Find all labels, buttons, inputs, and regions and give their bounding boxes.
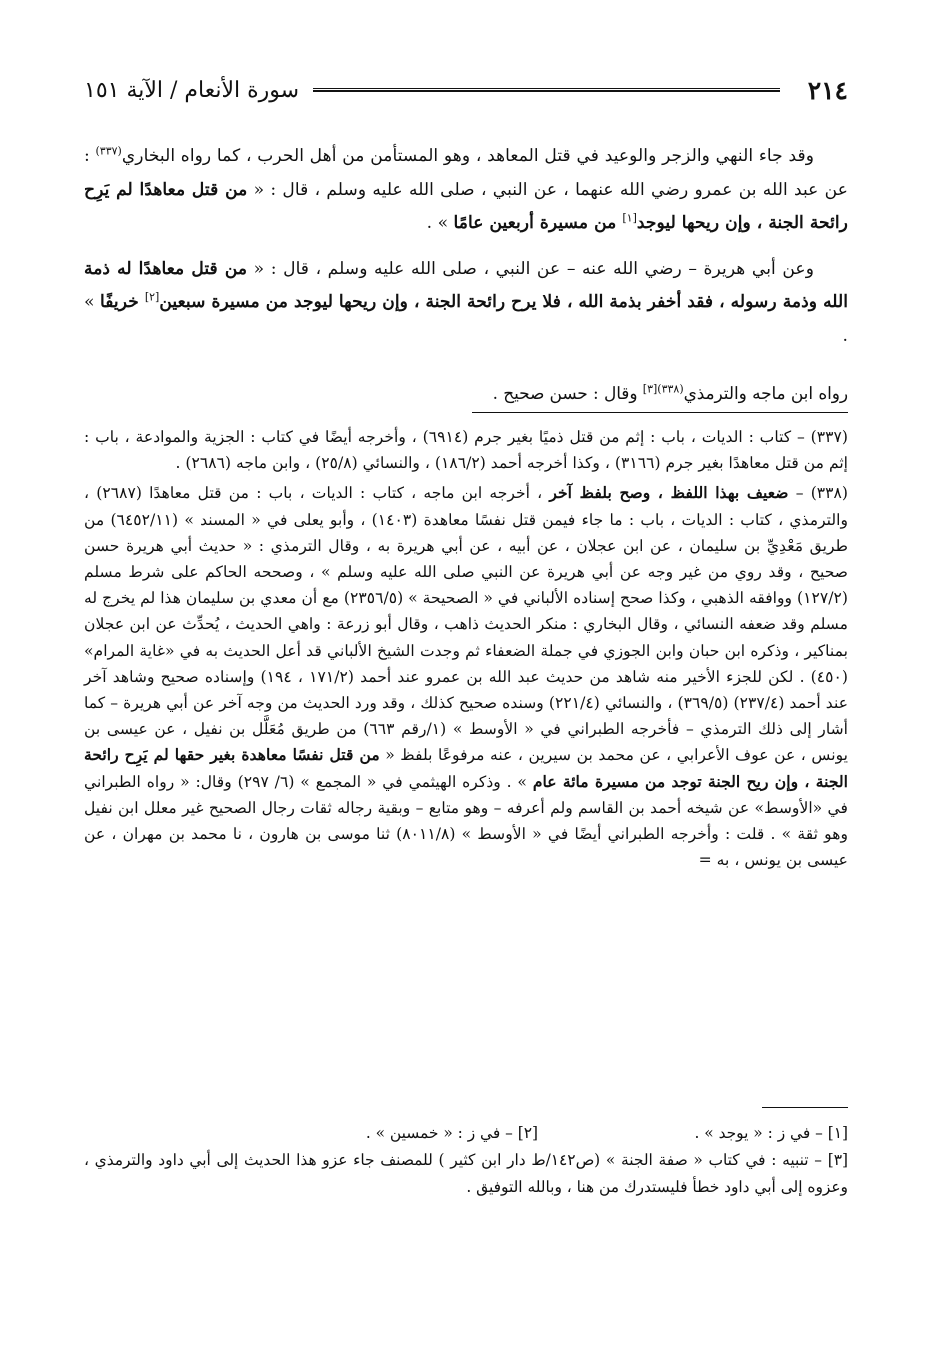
citation-line bbox=[472, 378, 848, 413]
main-text bbox=[84, 140, 848, 365]
text-run: » . وذكره الهيثمي في « المجمع » (٦/ ٢٩٧) وقال: « رواه الطبراني في «الأوسط» عن شيخه أحمد بن القاسم ولم أعرفه – وهو متابع – وبقية رجاله ثقات رجال الصحيح غير معلل ابن نفيل وهو ثقة » . قلت : وأخرجه الطبراني أيضًا في « الأوسط » (٨٠١١/٨) ثنا موسى بن هارون ، نا محمد بن مهران ، عن عيسى بن يونس ، به = bbox=[84, 772, 848, 870]
text-run: : عن عبد الله بن عمرو رضي الله عنهما ، عن النبي ، صلى الله عليه وسلم ، قال : « bbox=[84, 146, 848, 200]
hadith-text: خريفًا bbox=[100, 292, 145, 312]
footnote-338 bbox=[84, 480, 848, 873]
editor-notes bbox=[84, 1120, 848, 1201]
editor-notes-row bbox=[84, 1120, 848, 1147]
header-rule bbox=[313, 88, 780, 92]
text-run: وعن أبي هريرة – رضي الله عنه – عن النبي ، صلى الله عليه وسلم ، قال : « bbox=[247, 258, 814, 279]
text-run: » . bbox=[426, 213, 454, 233]
footnote-337: (٣٣٧) – كتاب : الديات ، باب : إثم من قتل ذميًا بغير جرم (٦٩١٤) ، وأخرجه أيضًا في كتاب : الجزية والموادعة ، باب : إثم من قتل معاهدًا بغير جرم (٣١٦٦) ، وكذا أخرجه أحمد (١٨٦/٢) ، والنسائي (٢٥/٨) ، وابن ماجه (٢٦٨٦) . bbox=[84, 428, 848, 473]
editor-note-3: [٣] – تنبيه : في كتاب « صفة الجنة » (ص١٤٢/ط دار ابن كثير ) للمصنف جاء عزو هذا الحديث إلى أبي داود والترمذي ، وعزوه إلى أبي داود خطأ فليستدرك من هنا ، وبالله التوفيق . bbox=[84, 1151, 848, 1196]
editor-note-ref: [١] bbox=[622, 211, 637, 225]
hadith-text: من قتل معاهدًا لم يَرِح رائحة الجنة ، وإن ريحها ليوجد bbox=[84, 179, 848, 233]
footnote-number: (٣٣٨) – bbox=[788, 484, 849, 503]
paragraph-hadith-2 bbox=[84, 253, 848, 354]
footnote-ref: (٣٣٨)[٣] bbox=[642, 382, 684, 396]
page-number: ٢١٤ bbox=[807, 75, 848, 105]
text-run: » . bbox=[84, 292, 848, 346]
page-header bbox=[84, 70, 848, 110]
text-run: وقال : حسن صحيح . bbox=[492, 383, 643, 403]
hadith-text: من قتل نفسًا معاهدة بغير حقها لم يَرِح رائحة الجنة ، وإن ريح الجنة توجد من مسيرة مائة عام bbox=[84, 745, 848, 791]
hadith-text: من مسيرة أربعين عامًا bbox=[453, 213, 623, 233]
paragraph-hadith-1 bbox=[84, 140, 848, 241]
text-run: ، أخرجه ابن ماجه ، كتاب : الديات ، باب : من قتل معاهدًا (٢٦٨٧) ، والترمذي ، كتاب : الديات ، باب : ما جاء فيمن قتل نفسًا معاهدة (١٤٠٣) ، وأبو يعلى في « المسند » (٦٤٥٢/١١) من طريق مَعْدِيِّ بن سليمان ، عن ابن عجلان ، عن أبيه ، عن أبي هريرة به ، وقال الترمذي : « حديث أبي هريرة حسن صحيح ، وقد روي من غير وجه عن أبي هريرة عن النبي صلى الله عليه وسلم » ، وصححه الحاكم على شرط مسلم (١٢٧/٢) ووافقه الذهبي ، وكذا صحح إسناده الألباني في « الصحيحة » (٢٣٥٦/٥) مع أن معدي بن سليمان هذا لم يخرج له مسلم وقد ضعفه النسائي ، وقال البخاري : منكر الحديث ذاهب ، وقال أبو زرعة : واهي الحديث ، يُحدِّث عن ابن عجلان بمناكير ، وذكره ابن حبان وابن الجوزي في جملة الضعفاء ثم وجدت الشيخ الألباني قد أعل الحديث به في «غاية المرام» (٤٥٠) . لكن للجزء الأخير منه شاهد من حديث عبد الله بن عمرو عند أحمد (١٧١/٢ ، ١٩٤) وإسناده صحيح وشاهد آخر عند أحمد (٢٣٧/٤) (٣٦٩/٥) ، والنسائي (٢٢١/٤) وسنده صحيح كذلك ، وقد ورد الحديث من وجه آخر عن أبي هريرة – كما أشار إلى ذلك الترمذي – فأخرجه الطبراني في « الأوسط » (١/رقم ٦٦٣) من طريق مُعَلَّل بن نفيل ، عن عيسى بن يونس ، عن عوف الأعرابي ، عن محمد بن سيرين ، عنه مرفوعًا بلفظ « bbox=[84, 484, 849, 765]
grading-text: ضعيف بهذا اللفظ ، وصح بلفظ آخر bbox=[549, 483, 789, 503]
editor-note-1: [١] – في ز : « يوجد » . bbox=[694, 1124, 848, 1142]
footnote-divider bbox=[762, 1107, 848, 1108]
text-run: رواه ابن ماجه والترمذي bbox=[683, 383, 848, 403]
running-title: سورة الأنعام / الآية ١٥١ bbox=[84, 77, 300, 103]
editor-note-2: [٢] – في ز : « خمسين » . bbox=[365, 1124, 538, 1142]
footnotes bbox=[84, 424, 848, 877]
hadith-text: من قتل معاهدًا له ذمة الله وذمة رسوله ، فقد أخفر بذمة الله ، فلا يرح رائحة الجنة ، وإن ريحها ليوجد من مسيرة سبعين bbox=[84, 258, 848, 312]
footnote-ref: (٣٣٧) bbox=[95, 144, 122, 158]
text-run: وقد جاء النهي والزجر والوعيد في قتل المعاهد ، وهو المستأمن من أهل الحرب ، كما رواه البخاري bbox=[121, 146, 814, 166]
editor-note-ref: [٢] bbox=[144, 290, 160, 304]
